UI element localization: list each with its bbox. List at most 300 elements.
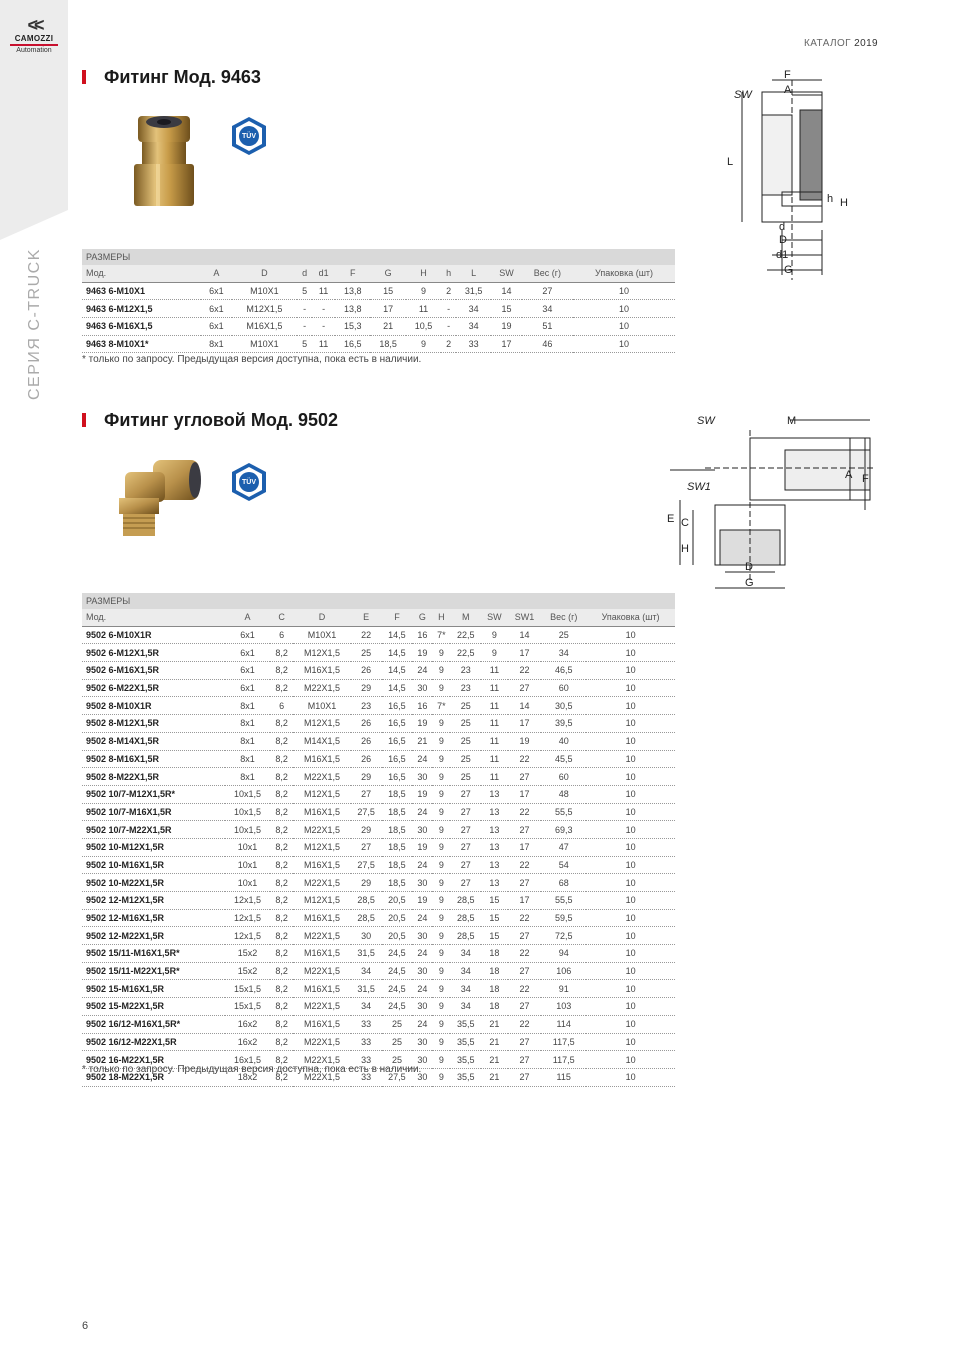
table-cell: 46,5 [541, 662, 586, 680]
table-cell: 13 [481, 874, 507, 892]
table-cell: 27 [351, 785, 382, 803]
table-cell: 34 [456, 300, 491, 318]
column-header: F [382, 609, 413, 626]
table-cell: 9 [406, 335, 441, 353]
table-cell: 35,5 [450, 1033, 481, 1051]
table-cell: 13 [481, 803, 507, 821]
column-header: D [293, 609, 350, 626]
table-cell: 9502 8-M14X1,5R [82, 732, 225, 750]
table-cell: 27 [450, 838, 481, 856]
dim-h-label: H [681, 543, 689, 555]
table-cell: 60 [541, 679, 586, 697]
column-header: G [370, 265, 405, 282]
table-cell: 8x1 [225, 715, 269, 733]
table-cell: 10 [586, 892, 675, 910]
table-cell: 18 [481, 945, 507, 963]
table-row [82, 785, 675, 803]
table-cell: M12X1,5 [293, 785, 350, 803]
table-cell: 9502 15/11-M16X1,5R* [82, 945, 225, 963]
table-cell: 59,5 [541, 909, 586, 927]
table-cell: 9 [481, 644, 507, 662]
table-cell: 25 [450, 750, 481, 768]
table-cell: 10 [586, 803, 675, 821]
table-cell: 27 [450, 803, 481, 821]
table-cell: 8,2 [270, 644, 294, 662]
table-cell: 35,5 [450, 1068, 481, 1086]
table-cell: 19 [412, 785, 432, 803]
column-header: E [351, 609, 382, 626]
tuv-badge-icon [229, 116, 269, 156]
table-cell: 10 [586, 821, 675, 839]
table-cell: 117,5 [541, 1051, 586, 1069]
series-label: СЕРИЯ C-TRUCK [26, 248, 43, 400]
camozzi-logo [6, 16, 62, 54]
table-cell: 10 [586, 838, 675, 856]
table-cell: 8,2 [270, 838, 294, 856]
table-row [82, 335, 675, 353]
table-cell: 2 [441, 282, 456, 300]
table-cell: 5 [297, 335, 312, 353]
table-cell: 14 [491, 282, 521, 300]
table-cell: 19 [508, 732, 542, 750]
table-cell: 9502 15-M22X1,5R [82, 998, 225, 1016]
column-header: M [450, 609, 481, 626]
table-row [82, 679, 675, 697]
table-cell: 25 [382, 1033, 413, 1051]
table-cell: 10x1 [225, 874, 269, 892]
table-cell: 9502 10/7-M16X1,5R [82, 803, 225, 821]
table-cell: 22,5 [450, 626, 481, 644]
table-cell: 27,5 [382, 1068, 413, 1086]
table-cell: M10X1 [232, 282, 298, 300]
table-row [82, 662, 675, 680]
table-cell: 33 [351, 1033, 382, 1051]
table-cell: 9 [432, 768, 450, 786]
table-cell: M16X1,5 [232, 318, 298, 336]
dim-g-label: G [745, 577, 754, 589]
table-cell: 8,2 [270, 679, 294, 697]
table-cell: 6 [270, 697, 294, 715]
table-cell: 34 [351, 962, 382, 980]
table-cell: 19 [412, 715, 432, 733]
table-cell: 27 [508, 679, 542, 697]
table-cell: 9 [432, 927, 450, 945]
table-cell: 10 [586, 732, 675, 750]
table-cell: M22X1,5 [293, 768, 350, 786]
table-cell: M16X1,5 [293, 1015, 350, 1033]
table-cell: 8,2 [270, 892, 294, 910]
table-cell: 26 [351, 732, 382, 750]
table-cell: 34 [541, 644, 586, 662]
table-cell: 10 [586, 1068, 675, 1086]
table-cell: M16X1,5 [293, 856, 350, 874]
table-cell: 9502 12-M16X1,5R [82, 909, 225, 927]
table-cell: 29 [351, 679, 382, 697]
table-cell: 17 [508, 785, 542, 803]
table-cell: 9502 12-M22X1,5R [82, 927, 225, 945]
table-cell: 9502 6-M16X1,5R [82, 662, 225, 680]
table-cell: 9 [432, 856, 450, 874]
table-cell: 13 [481, 821, 507, 839]
table-cell: - [312, 300, 335, 318]
table-cell: 18,5 [370, 335, 405, 353]
dim-sw1-label: SW1 [687, 481, 711, 493]
table-cell: 27 [450, 874, 481, 892]
table-cell: 27 [508, 1068, 542, 1086]
table-cell: 8,2 [270, 927, 294, 945]
table-cell: 10 [586, 697, 675, 715]
table-cell: 17 [508, 715, 542, 733]
table-cell: 18,5 [382, 803, 413, 821]
table-cell: 11 [481, 715, 507, 733]
table-cell: 9502 10-M16X1,5R [82, 856, 225, 874]
table-cell: 10 [586, 998, 675, 1016]
table-cell: 13,8 [335, 300, 370, 318]
table-cell: 91 [541, 980, 586, 998]
table-cell: 10x1,5 [225, 803, 269, 821]
table-row [82, 1033, 675, 1051]
section2-title [82, 410, 338, 431]
table-cell: 11 [312, 282, 335, 300]
table-cell: 12x1,5 [225, 927, 269, 945]
table-row [82, 626, 675, 644]
logo-sub: Automation [16, 47, 52, 54]
table-cell: 17 [508, 644, 542, 662]
column-header: H [432, 609, 450, 626]
table-row [82, 750, 675, 768]
table-cell: 8,2 [270, 732, 294, 750]
logo-name: CAMOZZI [14, 34, 54, 43]
table-cell: 103 [541, 998, 586, 1016]
table-cell: M16X1,5 [293, 945, 350, 963]
table-row [82, 644, 675, 662]
table-cell: 29 [351, 768, 382, 786]
table-cell: 16,5 [382, 715, 413, 733]
table-cell: 9 [432, 750, 450, 768]
table-cell: 7* [432, 697, 450, 715]
table-cell: 18,5 [382, 785, 413, 803]
table-cell: 6x1 [201, 318, 231, 336]
table-cell: 114 [541, 1015, 586, 1033]
fitting-9502-photo [105, 452, 215, 542]
table-row [82, 945, 675, 963]
table-cell: 55,5 [541, 892, 586, 910]
table-cell: 10 [586, 715, 675, 733]
table-cell: 28,5 [450, 909, 481, 927]
table-cell: 9502 8-M16X1,5R [82, 750, 225, 768]
table-cell: 69,3 [541, 821, 586, 839]
table-cell: 22 [508, 750, 542, 768]
table-cell: 13,8 [335, 282, 370, 300]
table-cell: 8,2 [270, 715, 294, 733]
column-header: Вес (г) [541, 609, 586, 626]
table-header [82, 609, 675, 626]
table-cell: 10 [573, 282, 675, 300]
dim-m-label: M [787, 415, 797, 427]
table-cell: 9502 8-M10X1R [82, 697, 225, 715]
table-cell: 15 [481, 909, 507, 927]
table-cell: 30,5 [541, 697, 586, 715]
column-header: SW [491, 265, 521, 282]
table-cell: 10x1 [225, 856, 269, 874]
sizes-label: РАЗМЕРЫ [82, 593, 675, 609]
table-cell: 30 [412, 1051, 432, 1069]
table-cell: 30 [412, 679, 432, 697]
table-cell: 17 [508, 892, 542, 910]
table-cell: 14 [508, 697, 542, 715]
table-cell: 9 [481, 626, 507, 644]
table-cell: 25 [382, 1015, 413, 1033]
table-cell: 30 [412, 874, 432, 892]
table-cell: - [441, 300, 456, 318]
column-header: A [201, 265, 231, 282]
table-cell: 9502 18-M22X1,5R [82, 1068, 225, 1086]
table-cell: 18,5 [382, 821, 413, 839]
table-cell: 115 [541, 1068, 586, 1086]
table-cell: 10 [586, 1015, 675, 1033]
table-cell: 23 [351, 697, 382, 715]
table-cell: 13 [481, 785, 507, 803]
table-cell: 8x1 [201, 335, 231, 353]
table-cell: 19 [412, 838, 432, 856]
table-cell: 9 [432, 998, 450, 1016]
table-cell: 19 [412, 644, 432, 662]
table-cell: M12X1,5 [293, 715, 350, 733]
table-cell: 9 [432, 1051, 450, 1069]
table-cell: 11 [481, 768, 507, 786]
table-cell: 35,5 [450, 1051, 481, 1069]
table-cell: 24 [412, 909, 432, 927]
table-cell: 9502 15-M16X1,5R [82, 980, 225, 998]
table-cell: 10 [573, 300, 675, 318]
table-row [82, 300, 675, 318]
column-header: SW [481, 609, 507, 626]
table-cell: 34 [351, 998, 382, 1016]
table-cell: 27 [508, 768, 542, 786]
table-cell: 48 [541, 785, 586, 803]
table-cell: 27,5 [351, 856, 382, 874]
table-cell: 24 [412, 750, 432, 768]
table-row [82, 803, 675, 821]
table-cell: 18,5 [382, 838, 413, 856]
table-cell: 10x1 [225, 838, 269, 856]
table-cell: 24 [412, 945, 432, 963]
table-cell: 9 [432, 1033, 450, 1051]
table-cell: 8,2 [270, 662, 294, 680]
table-cell: M10X1 [293, 626, 350, 644]
table-row [82, 732, 675, 750]
table-cell: 6x1 [225, 662, 269, 680]
table-cell: 11 [312, 335, 335, 353]
sidebar [0, 0, 68, 1358]
table-cell: 9 [432, 980, 450, 998]
page-number: 6 [82, 1320, 89, 1332]
column-header: Упаковка (шт) [586, 609, 675, 626]
table-cell: 33 [351, 1051, 382, 1069]
table-cell: 39,5 [541, 715, 586, 733]
table-cell: 29 [351, 874, 382, 892]
dim-d-label: D [745, 561, 753, 573]
table-cell: M16X1,5 [293, 803, 350, 821]
table-cell: 51 [522, 318, 573, 336]
column-header: D [232, 265, 298, 282]
table-row [82, 318, 675, 336]
table-cell: 11 [481, 750, 507, 768]
table-cell: 27 [508, 998, 542, 1016]
table-cell: 8,2 [270, 1051, 294, 1069]
table-cell: 9502 10/7-M12X1,5R* [82, 785, 225, 803]
table-cell: 6x1 [225, 626, 269, 644]
table-cell: 9502 10-M12X1,5R [82, 838, 225, 856]
table-cell: 21 [370, 318, 405, 336]
table-cell: 9 [432, 838, 450, 856]
table-cell: 13 [481, 838, 507, 856]
table-cell: M22X1,5 [293, 962, 350, 980]
table-cell: 18,5 [382, 856, 413, 874]
table-cell: 8,2 [270, 945, 294, 963]
table-cell: 8,2 [270, 1068, 294, 1086]
table-cell: 8,2 [270, 962, 294, 980]
table-cell: 28,5 [450, 892, 481, 910]
sizes-label: РАЗМЕРЫ [82, 249, 675, 265]
table-cell: 15x2 [225, 962, 269, 980]
table-cell: - [297, 300, 312, 318]
table-cell: 27 [450, 856, 481, 874]
dim-h-big-label: H [840, 197, 848, 209]
table-header [82, 265, 675, 282]
table-cell: - [441, 318, 456, 336]
table-cell: 9502 12-M12X1,5R [82, 892, 225, 910]
table-cell: 27 [508, 1051, 542, 1069]
table-cell: M22X1,5 [293, 679, 350, 697]
table-cell: 17 [370, 300, 405, 318]
table-cell: 55,5 [541, 803, 586, 821]
table-cell: 25 [450, 697, 481, 715]
table-cell: 8x1 [225, 697, 269, 715]
table-cell: 6x1 [201, 282, 231, 300]
table-cell: 24 [412, 856, 432, 874]
logo-divider [10, 44, 58, 46]
column-header: Мод. [82, 609, 225, 626]
table-row [82, 282, 675, 300]
table-cell: 10 [586, 679, 675, 697]
table-cell: 8,2 [270, 1033, 294, 1051]
table-cell: 34 [450, 962, 481, 980]
table-row [82, 927, 675, 945]
dim-sw-label: SW [734, 89, 752, 101]
table-cell: 31,5 [456, 282, 491, 300]
table-cell: 9502 6-M12X1,5R [82, 644, 225, 662]
table-row [82, 998, 675, 1016]
table-cell: M12X1,5 [293, 838, 350, 856]
table-row [82, 909, 675, 927]
table-cell: 24,5 [382, 945, 413, 963]
table-cell: 22 [508, 1015, 542, 1033]
column-header: d1 [312, 265, 335, 282]
table-cell: 16,5 [382, 768, 413, 786]
table-cell: 27 [351, 838, 382, 856]
table-cell: M22X1,5 [293, 874, 350, 892]
table-cell: 31,5 [351, 945, 382, 963]
table-cell: 27 [522, 282, 573, 300]
table-cell: 15 [370, 282, 405, 300]
table-cell: 24,5 [382, 998, 413, 1016]
table-row [82, 962, 675, 980]
table-cell: 8x1 [225, 750, 269, 768]
table-cell: 24 [412, 662, 432, 680]
table-cell: 8,2 [270, 785, 294, 803]
table-cell: 9 [432, 715, 450, 733]
table-cell: 23 [450, 662, 481, 680]
table-cell: 10x1,5 [225, 785, 269, 803]
table-cell: 27 [508, 821, 542, 839]
table-cell: 9 [432, 1068, 450, 1086]
column-header: Мод. [82, 265, 201, 282]
tuv-badge-text: TÜV [242, 133, 256, 140]
table-cell: 8,2 [270, 980, 294, 998]
table-cell: 15x1,5 [225, 980, 269, 998]
table-cell: M22X1,5 [293, 1051, 350, 1069]
table-cell: 10 [586, 1051, 675, 1069]
table-note: * только по запросу. Предыдущая версия доступна, пока есть в наличии. [82, 354, 422, 365]
table-cell: 9463 6-M10X1 [82, 282, 201, 300]
table-cell: 10 [586, 1033, 675, 1051]
tuv-badge-text: TÜV [242, 479, 256, 486]
table-cell: 15 [481, 927, 507, 945]
table-cell: 17 [508, 838, 542, 856]
table-cell: 9502 6-M10X1R [82, 626, 225, 644]
table-cell: M22X1,5 [293, 927, 350, 945]
table-cell: 30 [412, 1033, 432, 1051]
table-cell: 20,5 [382, 892, 413, 910]
table-cell: 9 [432, 945, 450, 963]
sizes-table-9502 [82, 593, 675, 1087]
table-cell: 10 [586, 785, 675, 803]
table-cell: 12x1,5 [225, 909, 269, 927]
column-header: Вес (г) [522, 265, 573, 282]
table-cell: 106 [541, 962, 586, 980]
column-header: SW1 [508, 609, 542, 626]
table-cell: 9502 8-M12X1,5R [82, 715, 225, 733]
table-cell: 30 [351, 927, 382, 945]
table-cell: 27 [450, 785, 481, 803]
table-cell: 34 [522, 300, 573, 318]
table-cell: 10 [586, 750, 675, 768]
table-cell: M12X1,5 [293, 644, 350, 662]
section2-title-text: Фитинг угловой Мод. 9502 [104, 410, 339, 430]
table-cell: 15x1,5 [225, 998, 269, 1016]
table-cell: 9502 16/12-M22X1,5R [82, 1033, 225, 1051]
section1-title-text: Фитинг Мод. 9463 [104, 67, 261, 87]
table-cell: 9502 10/7-M22X1,5R [82, 821, 225, 839]
table-cell: 9 [432, 874, 450, 892]
table-cell: 10 [586, 768, 675, 786]
column-header: C [270, 609, 294, 626]
table-cell: 14,5 [382, 644, 413, 662]
table-cell: 22 [508, 856, 542, 874]
table-cell: 9502 15/11-M22X1,5R* [82, 962, 225, 980]
dim-f-label: F [862, 473, 869, 485]
catalog-header [804, 38, 878, 49]
table-cell: 27 [508, 927, 542, 945]
table-cell: 10 [586, 856, 675, 874]
table-cell: 22 [508, 662, 542, 680]
table-cell: 15 [481, 892, 507, 910]
table-cell: 9463 6-M16X1,5 [82, 318, 201, 336]
table-row [82, 892, 675, 910]
column-header: H [406, 265, 441, 282]
table-cell: 9463 8-M10X1* [82, 335, 201, 353]
